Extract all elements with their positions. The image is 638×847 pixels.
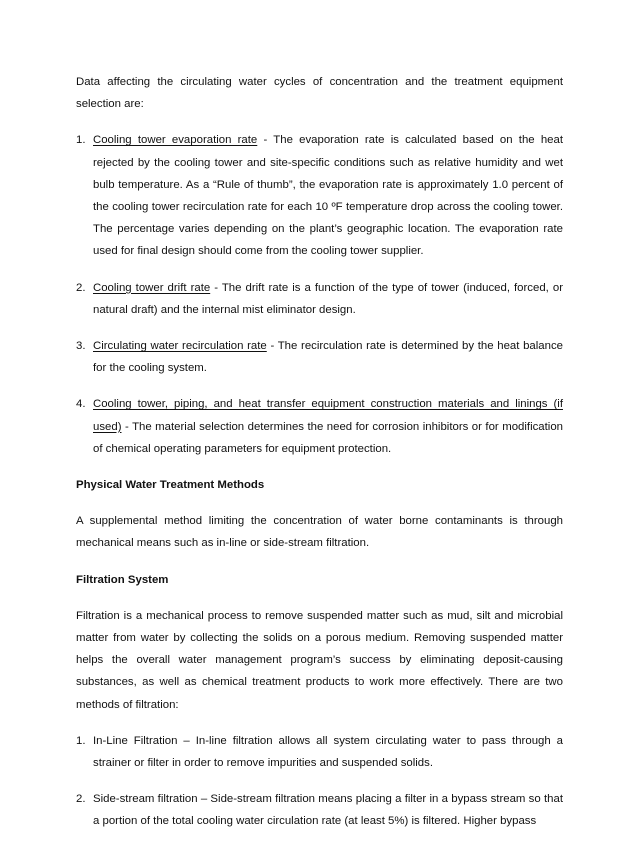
body-paragraph: A supplemental method limiting the concentration of water borne contaminants is through mechanical means such as in-line or side-stream filtration. — [76, 515, 563, 550]
document-page — [76, 71, 563, 847]
intro-paragraph: Data affecting the circulating water cycles of concentration and the treatment equipment selection are: — [76, 76, 563, 111]
list-item — [76, 277, 563, 321]
list-text: In-Line Filtration – In-line filtration allows all system circulating water to pass through a strainer or filter in order to remove impurities and suspended solids. — [93, 734, 563, 770]
list-term: Circulating water recirculation rate — [93, 340, 267, 353]
list-term: Cooling tower, piping, and heat transfer equipment construction materials and linings (if used) — [93, 398, 563, 433]
filtration-methods-list — [76, 730, 563, 833]
list-term: Cooling tower evaporation rate — [93, 134, 258, 147]
list-item — [76, 788, 563, 832]
section-heading: Filtration System — [76, 573, 169, 586]
list-number: 2. — [76, 281, 86, 294]
body-paragraph: Filtration is a mechanical process to remove suspended matter such as mud, silt and microbial matter from water by collecting the solids on a porous medium. Removing suspended matter helps the overall water management program’s success by eliminating deposit-causing substances, as well as chemical treatment products to work more effectively. There are two methods of filtration: — [76, 609, 563, 711]
list-item — [76, 730, 563, 774]
section-heading: Physical Water Treatment Methods — [76, 479, 265, 492]
list-text: - The material selection determines the need for corrosion inhibitors or for modification of chemical operating parameters for equipment protection. — [93, 420, 563, 455]
list-number: 1. — [76, 734, 86, 747]
list-item — [76, 129, 563, 262]
list-number: 4. — [76, 398, 86, 411]
list-number: 2. — [76, 793, 86, 806]
data-factors-list — [76, 129, 563, 460]
list-text: Side-stream filtration – Side-stream filtration means placing a filter in a bypass stream so that a portion of the total cooling water circulation rate (at least 5%) is filtered. Higher bypass — [93, 793, 563, 828]
list-number: 1. — [76, 134, 86, 147]
list-text: - The recirculation rate is determined by the heat balance for the cooling system. — [93, 340, 564, 375]
list-text: - The evaporation rate is calculated based on the heat rejected by the cooling tower and site-specific conditions such as relative humidity and wet bulb temperature. As a “Rule of thumb”, the evaporation rate is approximately 1.0 percent of the cooling tower recirculation rate for each 10 ºF temperature drop across the cooling tower. The percentage varies depending on the plant’s geographic location. The evaporation rate used for final design should come from the cooling tower supplier. — [93, 134, 563, 258]
list-term: Cooling tower drift rate — [93, 281, 211, 294]
list-item — [76, 393, 563, 460]
list-number: 3. — [76, 340, 86, 353]
list-item — [76, 335, 563, 379]
list-text: - The drift rate is a function of the type of tower (induced, forced, or natural draft) and the internal mist eliminator design. — [93, 281, 563, 316]
